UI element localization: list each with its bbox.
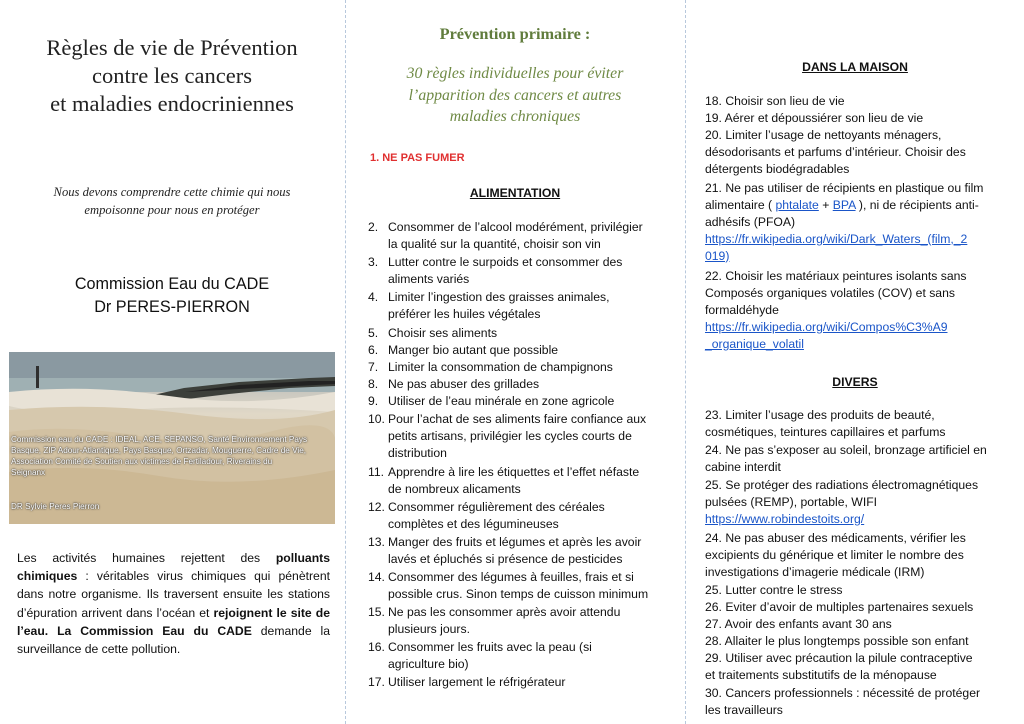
rule-line: Limiter l’ingestion des graisses animales, (388, 290, 610, 304)
rule-item (368, 604, 678, 638)
rule-30 (705, 685, 1017, 719)
doctor-name: Dr PERES-PIERRON (94, 298, 250, 316)
title-line: Règles de vie de Prévention (46, 35, 298, 60)
rule-20 (705, 127, 1017, 178)
rule-line: distribution (388, 445, 447, 460)
rule-line: 29. Utiliser avec précaution la pilule contraceptive (705, 651, 973, 665)
rule-line: Pour l’achat de ses aliments faire confiance aux (388, 412, 647, 426)
rule-line: possible crus. Sinon temps de cuisson minimum (388, 586, 649, 601)
subheading-line: maladies chroniques (449, 108, 581, 125)
para-bold: polluants chimiques (17, 551, 330, 584)
rule-item (368, 569, 678, 603)
rule-no-smoking: 1. NE PAS FUMER (370, 152, 465, 164)
bpa-link[interactable]: BPA (832, 197, 856, 212)
rule-line: les travailleurs (705, 702, 783, 717)
rule-24-medicaments (705, 530, 1017, 581)
rule-line: lavés et épluchés si présence de pesticides (388, 551, 623, 566)
rule-number: 3. (368, 255, 379, 269)
left-panel (0, 0, 344, 724)
rule-number: 14. (368, 570, 385, 584)
rule-27: 27. Avoir des enfants avant 30 ans (705, 617, 892, 631)
rule-line: Ne pas abuser des grillades (388, 377, 540, 391)
rule-item (368, 499, 678, 533)
rule-line: de nombreux alicaments (388, 481, 521, 496)
rule-line: et traitements substitutifs de la ménopause (705, 667, 937, 682)
rule-item (368, 376, 678, 393)
rule-28: 28. Allaiter le plus longtemps possible son enfant (705, 634, 969, 648)
rule-19: 19. Aérer et dépoussiérer son lieu de vie (705, 111, 924, 125)
rule-line: Consommer de l’alcool modérément, privilégier (388, 220, 643, 234)
rule-number: 6. (368, 343, 379, 357)
rule-number: 5. (368, 326, 379, 340)
photo-credit: DR Sylvie Peres Pierron (11, 502, 100, 511)
caption-line: Basque, ZIP Adour-Atlantique, Pays Basque, Ortzadar, Mouguerre, Cadre de Vie, (11, 446, 307, 455)
rule-number: 11. (368, 465, 385, 479)
intro-text (30, 183, 314, 219)
rule-24-soleil (705, 442, 1017, 476)
rule-line: complètes et des légumineuses (388, 516, 559, 531)
rule-line: aliments variés (388, 271, 470, 286)
rule-line: 25. Se protéger des radiations électromagnétiques (705, 478, 979, 492)
para-text: demande la surveillance de cette pollution. (17, 623, 330, 657)
rule-23 (705, 407, 1017, 441)
rule-number: 10. (368, 412, 385, 426)
rule-number: 7. (368, 360, 379, 374)
section-maison: DANS LA MAISON (802, 60, 908, 74)
rule-line: 30. Cancers professionnels : nécessité de protéger (705, 686, 981, 700)
rule-21 (705, 180, 1017, 265)
dark-waters-link-cont[interactable]: 019) (705, 248, 730, 263)
rule-item (368, 325, 678, 342)
photo-caption (11, 434, 333, 478)
rule-18: 18. Choisir son lieu de vie (705, 94, 845, 108)
rule-22 (705, 268, 1017, 353)
title-line: et maladies endocriniennes (50, 91, 294, 116)
rule-number: 8. (368, 377, 379, 391)
rule-line: Apprendre à lire les étiquettes et l’effet néfaste (388, 465, 640, 479)
rule-line: Consommer les fruits avec la peau (si (388, 640, 592, 654)
rule-25-stress: 25. Lutter contre le stress (705, 583, 843, 597)
rule-line: Consommer des légumes à feuilles, frais et si (388, 570, 634, 584)
caption-line: Commission eau du CADE : IDEAL, ACE, SEPANSO, Santé Environnement Pays (11, 435, 308, 444)
section-alimentation: ALIMENTATION (469, 186, 561, 200)
rule-line: détergents biodégradables (705, 161, 850, 176)
intro-line: empoisonne pour nous en protéger (84, 203, 260, 217)
rule-line: désodorisants et parfums d’intérieur. Choisir des (705, 144, 966, 159)
right-panel (686, 0, 1024, 724)
rule-item (368, 464, 678, 498)
cov-link[interactable]: https://fr.wikipedia.org/wiki/Compos%C3%A9 (705, 319, 948, 334)
prevention-subheading (366, 63, 664, 128)
rule-line: petits artisans, privilégier les cycles courts de (388, 428, 632, 443)
rule-line: cosmétiques, teintures capillaires et parfums (705, 424, 946, 439)
rule-29 (705, 650, 1017, 684)
rule-number: 13. (368, 535, 385, 549)
rule-line: 23. Limiter l’usage des produits de beauté, (705, 408, 935, 422)
pollution-paragraph (17, 549, 330, 658)
cov-link-cont[interactable]: _organique_volatil (705, 336, 804, 351)
caption-line: Seignanx (11, 468, 46, 477)
para-text: : véritables virus chimiques qui pénètrent dans notre organisme. Ils traversent ensuite les stations d’épuration arrivent dans l’océan et (17, 569, 330, 620)
rule-item (368, 219, 678, 253)
caption-line: Association Comité de Soutien aux victimes de Fertiladour, Riverains du (11, 457, 273, 466)
rule-text: ), ni de récipients anti- (855, 197, 979, 212)
rule-line: 22. Choisir les matériaux peintures isolants sans (705, 269, 967, 283)
rule-line: préférer les huiles végétales (388, 306, 541, 321)
subheading-line: 30 règles individuelles pour éviter (406, 65, 624, 82)
rule-line: agriculture bio) (388, 656, 469, 671)
rule-line: Ne pas les consommer après avoir attendu (388, 605, 621, 619)
subheading-line: l’apparition des cancers et autres (408, 86, 622, 104)
rule-item (368, 359, 678, 376)
para-text: Les activités humaines rejettent des (17, 551, 276, 565)
rule-line: 24. Ne pas s’exposer au soleil, bronzage artificiel en (705, 443, 987, 457)
commission-block (14, 273, 330, 319)
rule-line (705, 197, 1017, 214)
phtalate-link[interactable]: phtalate (775, 197, 819, 212)
rule-item (368, 393, 678, 410)
rule-line: pulsées (REMP), portable, WIFI (705, 494, 878, 509)
brochure-title (14, 34, 330, 118)
rule-25-radiations (705, 477, 1017, 528)
rule-item (368, 639, 678, 673)
rule-item (368, 254, 678, 288)
rule-line: Composés organiques volatiles (COV) et sans (705, 285, 955, 300)
rule-number: 17. (368, 675, 385, 689)
rule-line: Manger des fruits et légumes et après les avoir (388, 535, 642, 549)
middle-panel (346, 0, 684, 724)
rule-item (368, 411, 678, 462)
section-divers: DIVERS (832, 375, 878, 389)
rule-number: 4. (368, 290, 379, 304)
rule-line: adhésifs (PFOA) (705, 214, 796, 229)
rule-line: excipients du générique et limiter le nombre des (705, 547, 964, 562)
rule-26: 26. Eviter d’avoir de multiples partenaires sexuels (705, 600, 974, 614)
intro-line: Nous devons comprendre cette chimie qui nous (53, 185, 291, 199)
rule-line: plusieurs jours. (388, 621, 470, 636)
rule-item (368, 674, 678, 691)
rule-number: 16. (368, 640, 385, 654)
rule-line: la qualité sur la quantité, choisir son vin (388, 236, 601, 251)
rule-line: Lutter contre le surpoids et consommer des (388, 255, 623, 269)
prevention-heading: Prévention primaire : (439, 24, 591, 43)
rule-line: investigations d’imagerie médicale (IRM) (705, 564, 925, 579)
rule-line: Limiter la consommation de champignons (388, 360, 613, 374)
rule-item (368, 342, 678, 359)
rule-line: Choisir ses aliments (388, 326, 498, 340)
rule-line: 24. Ne pas abuser des médicaments, vérifier les (705, 531, 966, 545)
rule-line: 20. Limiter l’usage de nettoyants ménagers, (705, 128, 942, 142)
rule-text: + (818, 197, 833, 212)
rule-line: 21. Ne pas utiliser de récipients en plastique ou film (705, 181, 984, 195)
rule-line: formaldéhyde (705, 302, 779, 317)
rule-number: 2. (368, 220, 379, 234)
rule-line: Utiliser de l’eau minérale en zone agricole (388, 394, 615, 408)
robindestoits-link[interactable]: https://www.robindestoits.org/ (705, 511, 865, 526)
rule-line: Utiliser largement le réfrigérateur (388, 675, 566, 689)
beach-foam-photo (9, 352, 335, 524)
rule-line: cabine interdit (705, 459, 781, 474)
rule-number: 12. (368, 500, 385, 514)
para-bold: rejoignent le site de l’eau. La Commission Eau du CADE (17, 605, 330, 638)
rule-number: 9. (368, 394, 379, 408)
rule-text: alimentaire ( (705, 197, 776, 212)
rule-item (368, 289, 678, 323)
title-line: contre les cancers (92, 63, 252, 88)
rule-line: Consommer régulièrement des céréales (388, 500, 605, 514)
rule-number: 15. (368, 605, 385, 619)
rule-item (368, 534, 678, 568)
rule-line: Manger bio autant que possible (388, 343, 559, 357)
dark-waters-link[interactable]: https://fr.wikipedia.org/wiki/Dark_Waters_(film,_2 (705, 231, 968, 246)
commission-name: Commission Eau du CADE (74, 275, 270, 293)
